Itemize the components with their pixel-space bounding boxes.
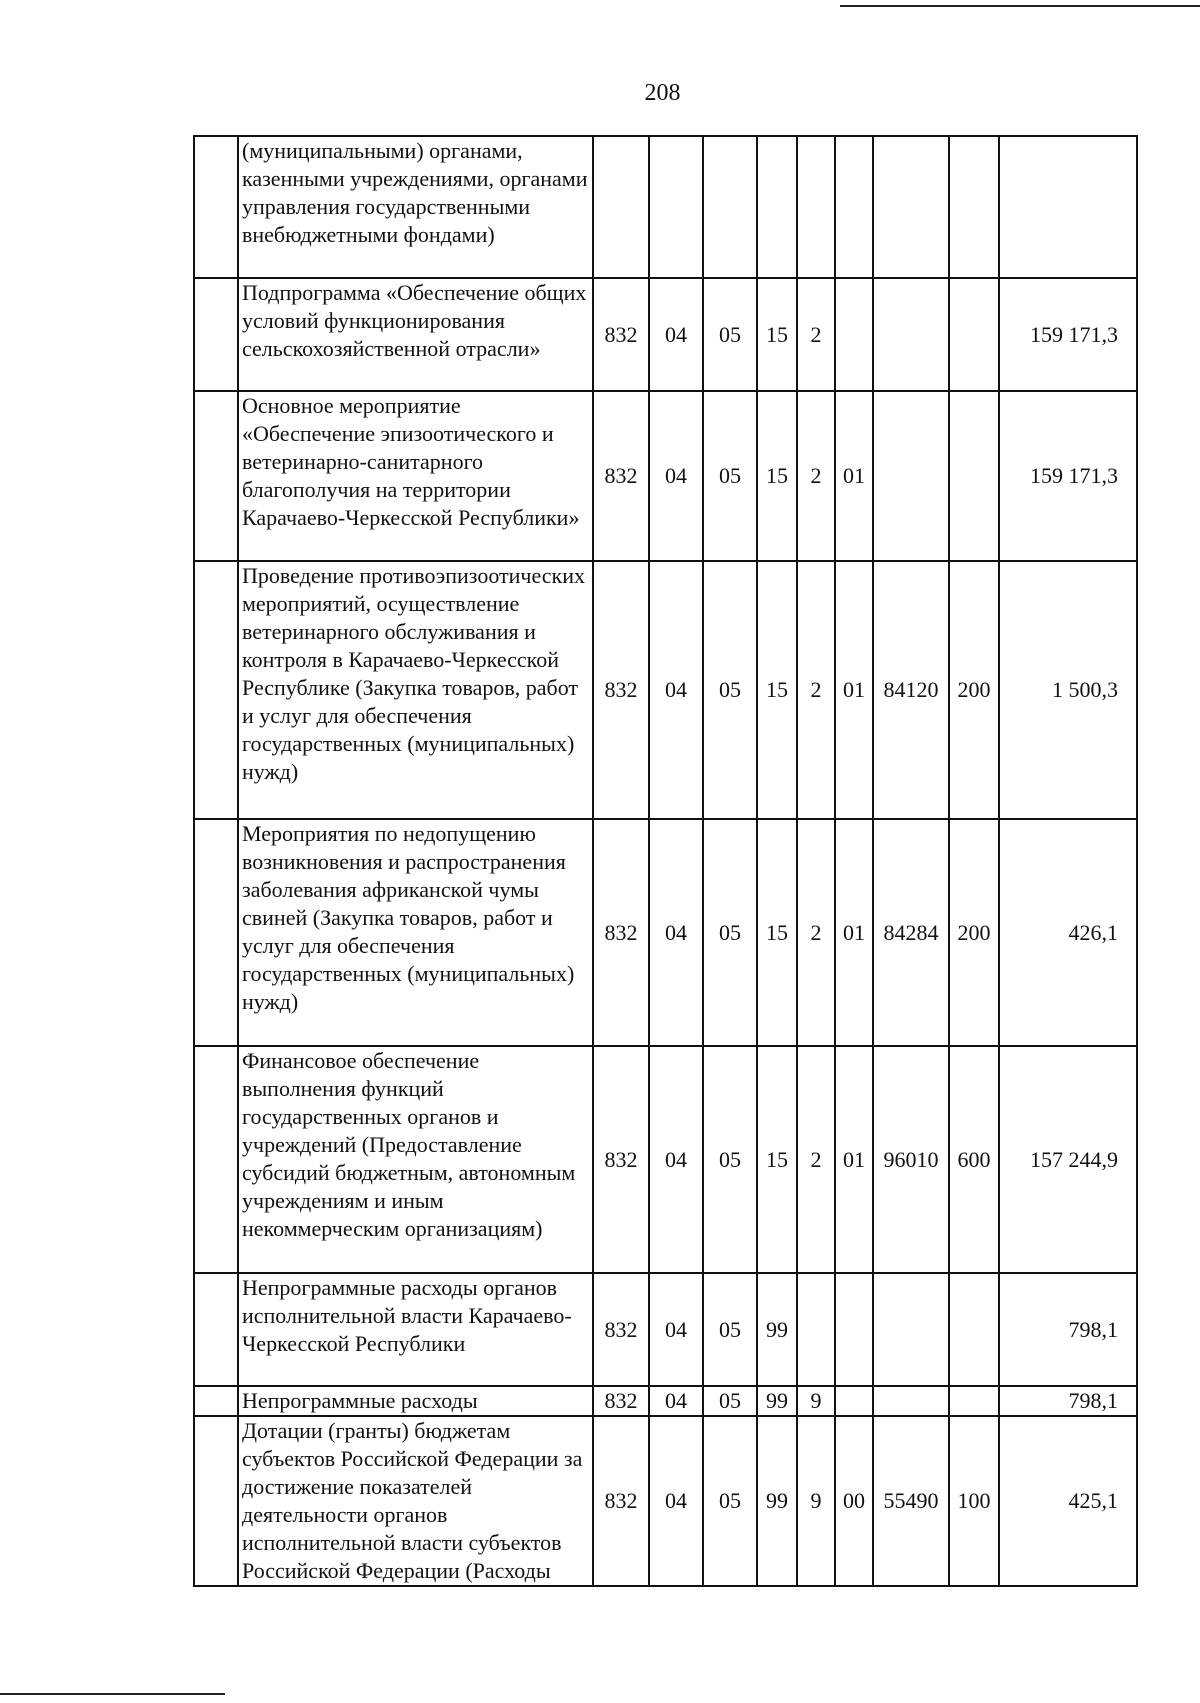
table-row [194, 278, 1137, 391]
table-row [194, 561, 1137, 819]
row-amount: 426,1 [999, 819, 1137, 1046]
row-code: 832 [593, 561, 649, 819]
row-section: 04 [649, 278, 703, 391]
row-event: 01 [835, 561, 873, 819]
row-subprogram [797, 1273, 835, 1386]
row-expense-type [949, 1386, 999, 1416]
row-expense-type: 600 [949, 1046, 999, 1273]
row-subsection: 05 [703, 819, 757, 1046]
budget-table-body [194, 136, 1137, 1586]
row-event: 01 [835, 819, 873, 1046]
row-description: Подпрограмма «Обеспечение общих условий функционирования сельскохозяйственной отрасли» [238, 278, 593, 391]
row-subsection: 05 [703, 1416, 757, 1586]
row-subsection: 05 [703, 278, 757, 391]
row-amount: 159 171,3 [999, 278, 1137, 391]
row-number [194, 278, 238, 391]
row-subsection: 05 [703, 1046, 757, 1273]
row-program: 15 [757, 561, 797, 819]
row-subprogram [797, 136, 835, 278]
table-row [194, 136, 1137, 278]
row-section: 04 [649, 1386, 703, 1416]
row-event [835, 278, 873, 391]
row-number [194, 391, 238, 561]
row-direction [873, 278, 949, 391]
row-direction: 96010 [873, 1046, 949, 1273]
row-subprogram: 2 [797, 278, 835, 391]
table-row [194, 1046, 1137, 1273]
row-subsection: 05 [703, 561, 757, 819]
row-code: 832 [593, 278, 649, 391]
row-number [194, 1046, 238, 1273]
row-section: 04 [649, 1416, 703, 1586]
row-program: 99 [757, 1273, 797, 1386]
budget-table [193, 135, 1138, 1587]
scan-border-top [840, 5, 1200, 7]
row-description: Проведение противоэпизоотических мероприятий, осуществление ветеринарного обслуживания и контроля в Карачаево-Черкесской Республике (Закупка товаров, работ и услуг для обеспечения государственных (муниципальных) нужд) [238, 561, 593, 819]
row-code: 832 [593, 1273, 649, 1386]
row-subprogram: 2 [797, 1046, 835, 1273]
row-code: 832 [593, 1386, 649, 1416]
row-program: 15 [757, 278, 797, 391]
row-subsection: 05 [703, 391, 757, 561]
row-event: 01 [835, 391, 873, 561]
row-subsection: 05 [703, 1386, 757, 1416]
row-program: 99 [757, 1386, 797, 1416]
row-direction [873, 136, 949, 278]
row-event [835, 1386, 873, 1416]
row-description: Дотации (гранты) бюджетам субъектов Российской Федерации за достижение показателей деятельности органов исполнительной власти субъектов Российской Федерации (Расходы [238, 1416, 593, 1586]
row-description: Непрограммные расходы органов исполнительной власти Карачаево-Черкесской Республики [238, 1273, 593, 1386]
row-program [757, 136, 797, 278]
row-section: 04 [649, 561, 703, 819]
row-program: 15 [757, 391, 797, 561]
row-description: Непрограммные расходы [238, 1386, 593, 1416]
row-amount: 798,1 [999, 1386, 1137, 1416]
row-section: 04 [649, 391, 703, 561]
row-subsection [703, 136, 757, 278]
row-code: 832 [593, 819, 649, 1046]
row-direction [873, 391, 949, 561]
row-description: (муниципальными) органами, казенными учреждениями, органами управления государственными внебюджетными фондами) [238, 136, 593, 278]
row-direction [873, 1386, 949, 1416]
row-section: 04 [649, 1273, 703, 1386]
row-code: 832 [593, 1416, 649, 1586]
row-program: 15 [757, 819, 797, 1046]
scan-border-bottom [0, 1693, 225, 1695]
row-description: Основное мероприятие «Обеспечение эпизоотического и ветеринарно-санитарного благополучия на территории Карачаево-Черкесской Республики» [238, 391, 593, 561]
row-direction: 55490 [873, 1416, 949, 1586]
row-direction: 84284 [873, 819, 949, 1046]
table-row [194, 1386, 1137, 1416]
row-code: 832 [593, 1046, 649, 1273]
row-subprogram: 2 [797, 391, 835, 561]
row-description: Финансовое обеспечение выполнения функций государственных органов и учреждений (Предоставление субсидий бюджетным, автономным учреждениям и иным некоммерческим организациям) [238, 1046, 593, 1273]
row-event [835, 1273, 873, 1386]
row-expense-type [949, 136, 999, 278]
row-amount: 1 500,3 [999, 561, 1137, 819]
row-event: 01 [835, 1046, 873, 1273]
row-event [835, 136, 873, 278]
row-expense-type: 100 [949, 1416, 999, 1586]
row-expense-type [949, 391, 999, 561]
table-row [194, 1416, 1137, 1586]
row-amount [999, 136, 1137, 278]
row-program: 15 [757, 1046, 797, 1273]
row-subprogram: 9 [797, 1386, 835, 1416]
row-amount: 798,1 [999, 1273, 1137, 1386]
page-number: 208 [644, 80, 681, 106]
row-amount: 425,1 [999, 1416, 1137, 1586]
row-expense-type [949, 278, 999, 391]
row-section [649, 136, 703, 278]
row-number [194, 561, 238, 819]
row-code: 832 [593, 391, 649, 561]
table-row [194, 819, 1137, 1046]
table-row [194, 1273, 1137, 1386]
row-direction: 84120 [873, 561, 949, 819]
row-expense-type: 200 [949, 819, 999, 1046]
row-event: 00 [835, 1416, 873, 1586]
row-amount: 159 171,3 [999, 391, 1137, 561]
row-code [593, 136, 649, 278]
row-amount: 157 244,9 [999, 1046, 1137, 1273]
row-number [194, 1416, 238, 1586]
row-number [194, 136, 238, 278]
row-subprogram: 9 [797, 1416, 835, 1586]
row-description: Мероприятия по недопущению возникновения и распространения заболевания африканской чумы свиней (Закупка товаров, работ и услуг для обеспечения государственных (муниципальных) нужд) [238, 819, 593, 1046]
table-row [194, 391, 1137, 561]
row-program: 99 [757, 1416, 797, 1586]
row-expense-type: 200 [949, 561, 999, 819]
row-subprogram: 2 [797, 819, 835, 1046]
row-section: 04 [649, 819, 703, 1046]
row-direction [873, 1273, 949, 1386]
row-number [194, 1273, 238, 1386]
row-section: 04 [649, 1046, 703, 1273]
row-expense-type [949, 1273, 999, 1386]
row-number [194, 819, 238, 1046]
row-subsection: 05 [703, 1273, 757, 1386]
row-number [194, 1386, 238, 1416]
row-subprogram: 2 [797, 561, 835, 819]
